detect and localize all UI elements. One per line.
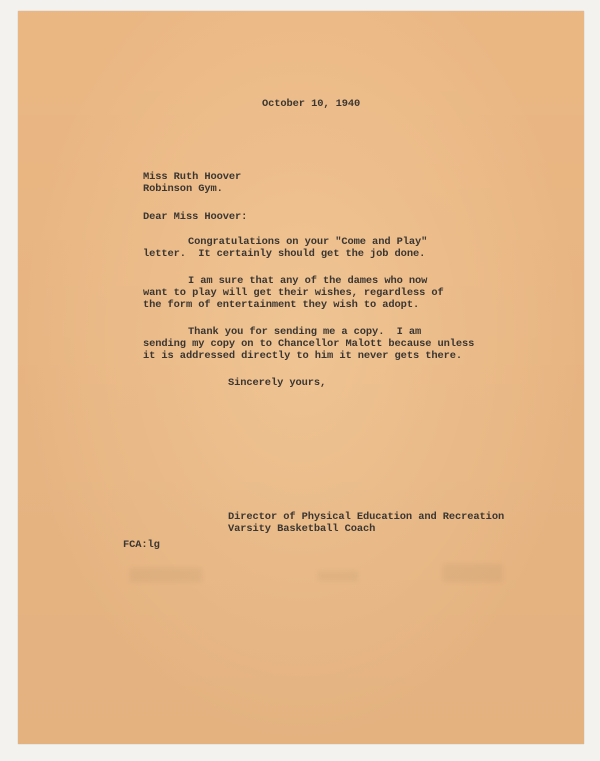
paragraph-2-line-3: the form of entertainment they wish to adopt. [143,299,420,311]
salutation: Dear Miss Hoover: [143,211,248,223]
paragraph-1-line-2: letter. It certainly should get the job done. [143,248,426,260]
show-through-mark [130,568,202,582]
recipient-name: Miss Ruth Hoover [143,171,242,183]
paragraph-2-line-2: want to play will get their wishes, regardless of [143,287,444,299]
letter-page [18,11,584,744]
recipient-address: Robinson Gym. [143,183,223,195]
paragraph-3-line-1: Thank you for sending me a copy. I am [188,326,422,338]
show-through-mark [318,571,358,581]
letter-date: October 10, 1940 [262,98,361,110]
closing: Sincerely yours, [228,377,327,389]
paragraph-1-line-1: Congratulations on your "Come and Play" [188,236,428,248]
paragraph-2-line-1: I am sure that any of the dames who now [188,275,428,287]
paragraph-3-line-3: it is addressed directly to him it never gets there. [143,350,463,362]
show-through-mark [443,564,503,582]
reference-initials: FCA:lg [123,539,160,551]
signature-title-2: Varsity Basketball Coach [228,523,376,535]
paragraph-3-line-2: sending my copy on to Chancellor Malott because unless [143,338,475,350]
signature-title-1: Director of Physical Education and Recreation [228,511,505,523]
